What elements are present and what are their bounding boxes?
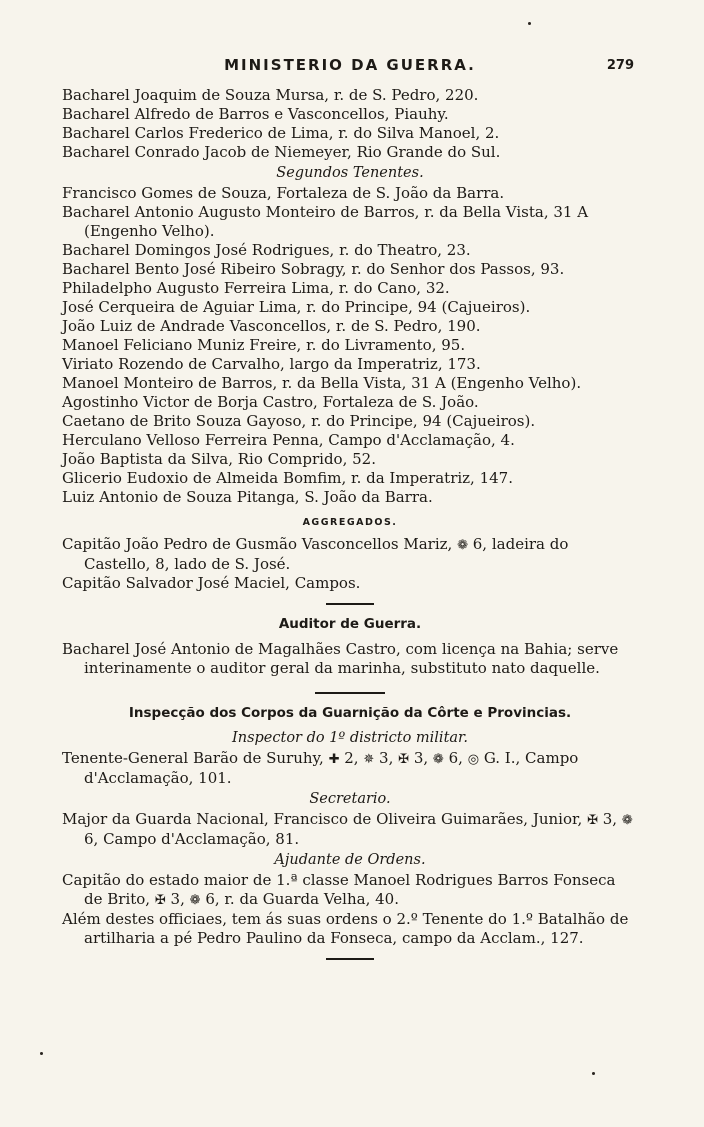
cross-icon: ✠ [154,893,166,908]
section-heading-inspeccao: Inspecção dos Corpos da Guarnição da Côrte e Provincias. [128,705,572,721]
list-item: Bacharel José Antonio de Magalhães Castro, com licença na Bahia; serve interinamente o auditor geral da marinha, substituto nato daquelle. [62,640,619,677]
list-item [62,810,638,849]
entry-text: 6, Campo d'Acclamação, 81. [84,830,300,848]
page-header [60,56,640,80]
list-item: Viriato Rozendo de Carvalho, largo da Imperatriz, 173. [62,355,481,373]
rose-icon: ❁ [621,813,633,828]
list-item: Manoel Feliciano Muniz Freire, r. do Livramento, 95. [62,336,466,354]
entry-text: Campo d'Acclamação, 101. [84,749,579,787]
divider [315,692,385,694]
list-item: Bacharel Antonio Augusto Monteiro de Barros, r. da Bella Vista, 31 A (Engenho Velho). [62,203,589,240]
list-item: Francisco Gomes de Souza, Fortaleza de S. João da Barra. [62,184,505,202]
ink-speck [592,1072,595,1075]
page-number: 279 [606,58,634,73]
list-item: Manoel Monteiro de Barros, r. da Bella Vista, 31 A (Engenho Velho). [62,374,582,392]
list-item: Bacharel Conrado Jacob de Niemeyer, Rio Grande do Sul. [62,143,501,161]
plus-icon: ✚ [328,752,340,767]
list-item: Bacharel Alfredo de Barros e Vasconcellos, Piauhy. [62,105,449,123]
entry-text: 3, [413,749,429,767]
list-item: Capitão Salvador José Maciel, Campos. [62,574,361,592]
section-heading-auditor: Auditor de Guerra. [278,616,422,632]
star-icon: ✵ [363,752,375,767]
list-item: Agostinho Victor de Borja Castro, Fortaleza de S. João. [62,393,479,411]
divider [326,958,374,960]
rose-icon: ❁ [457,538,468,553]
circle-icon: ◎ [467,752,480,767]
entry-text: Major da Guarda Nacional, Francisco de Oliveira Guimarães, Junior, [62,810,583,828]
rose-icon: ❁ [189,893,201,908]
entry-text: 6, ladeira do Castello, 8, lado de S. José. [84,535,569,573]
entry-text: Tenente-General Barão de Suruhy, [62,749,324,767]
cross-icon: ✠ [398,752,410,767]
section-subtitle-ajudante: Ajudante de Ordens. [274,852,426,868]
section-subtitle-segundos: Segundos Tenentes. [276,165,424,181]
ink-speck [528,22,531,25]
divider [326,603,374,605]
section-subtitle-aggregados: AGGREGADOS. [302,517,398,528]
list-item: Luiz Antonio de Souza Pitanga, S. João da Barra. [62,488,433,506]
list-item: João Baptista da Silva, Rio Comprido, 52. [62,450,376,468]
list-item: Bacharel Carlos Frederico de Lima, r. do Silva Manoel, 2. [62,124,500,142]
list-item: Philadelpho Augusto Ferreira Lima, r. do Cano, 32. [62,279,450,297]
entry-text: 6, r. da Guarda Velha, 40. [205,890,399,908]
list-item: Herculano Velloso Ferreira Penna, Campo d'Acclamação, 4. [62,431,515,449]
section-subtitle-inspector: Inspector do 1º districto militar. [232,730,468,746]
entry-text: 3, [379,749,394,767]
entry-text: Capitão do estado maior de 1.ª classe Manoel Rodrigues Barros Fonseca de Brito, [62,871,616,908]
entry-text: 3, [602,810,618,828]
list-item: Bacharel Joaquim de Souza Mursa, r. de S. Pedro, 220. [62,86,479,104]
entry-text: 2, [344,749,359,767]
cross-icon: ✠ [587,813,598,828]
list-item: João Luiz de Andrade Vasconcellos, r. de S. Pedro, 190. [62,317,481,335]
list-item: Glicerio Eudoxio de Almeida Bomfim, r. da Imperatriz, 147. [62,469,513,487]
list-item [62,749,638,788]
list-item [62,871,638,910]
ink-speck [40,1052,43,1055]
list-item: Bacharel Domingos José Rodrigues, r. do Theatro, 23. [62,241,471,259]
section-subtitle-secretario: Secretario. [309,791,391,807]
list-item: Bacharel Bento José Ribeiro Sobragy, r. do Senhor dos Passos, 93. [62,260,565,278]
list-item: Caetano de Brito Souza Gayoso, r. do Principe, 94 (Cajueiros). [62,412,536,430]
entry-text: Capitão João Pedro de Gusmão Vasconcellos Mariz, [62,535,453,553]
list-item: Além destes officiaes, tem ás suas ordens o 2.º Tenente do 1.º Batalhão de artilharia a pé Pedro Paulino da Fonseca, campo da Acclam., 127. [62,910,629,947]
list-item: José Cerqueira de Aguiar Lima, r. do Principe, 94 (Cajueiros). [62,298,531,316]
list-item [62,535,638,574]
entry-text: G. I., [483,749,521,767]
page-title: MINISTERIO DA GUERRA. [224,56,476,74]
page-body [62,86,638,970]
rose-icon: ❁ [432,752,444,767]
entry-text: 3, [170,890,185,908]
entry-text: 6, [448,749,463,767]
